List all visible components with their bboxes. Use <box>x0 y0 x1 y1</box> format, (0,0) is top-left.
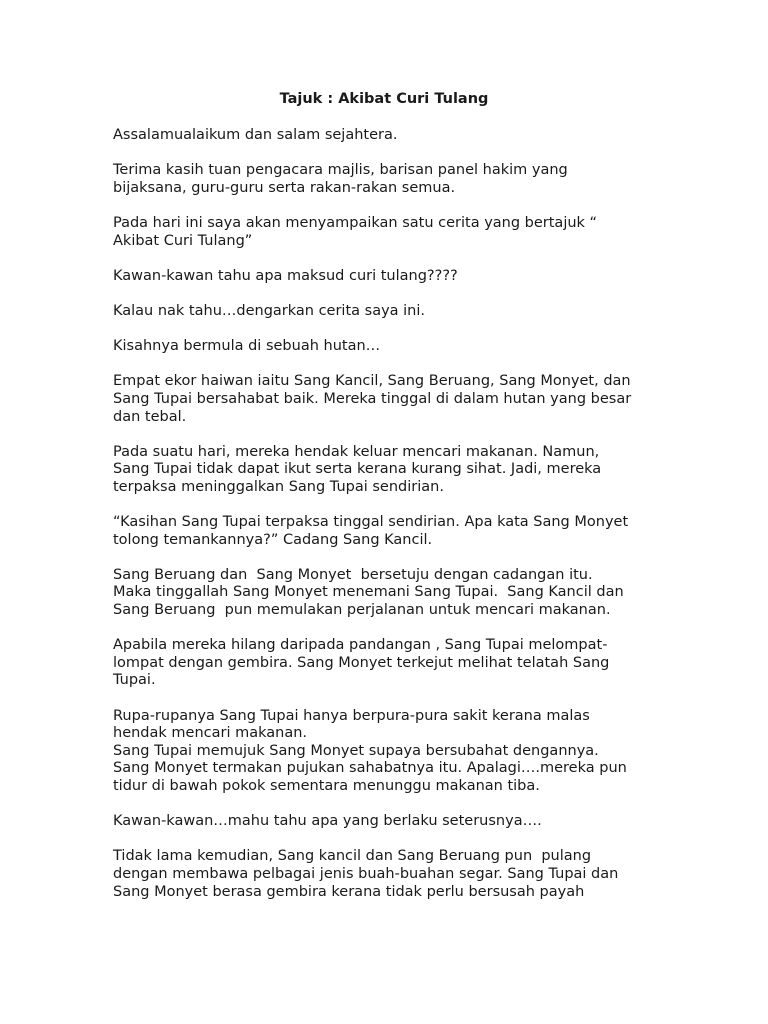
paragraph <box>113 514 673 549</box>
paragraph <box>113 637 673 690</box>
paragraph-line: Kawan-kawan…mahu tahu apa yang berlaku seterusnya…. <box>113 813 542 830</box>
paragraph-line: “Kasihan Sang Tupai terpaksa tinggal sendirian. Apa kata Sang Monyet <box>113 514 629 531</box>
paragraph-line: Empat ekor haiwan iaitu Sang Kancil, Sang Beruang, Sang Monyet, dan <box>113 373 631 390</box>
paragraph <box>113 162 673 197</box>
paragraph <box>113 373 673 426</box>
paragraph-line: Tidak lama kemudian, Sang kancil dan Sang Beruang pun pulang <box>113 848 592 865</box>
paragraph-line: Sang Monyet termakan pujukan sahabatnya itu. Apalagi….mereka pun <box>113 760 627 777</box>
paragraph <box>113 813 673 831</box>
paragraph-line: dengan membawa pelbagai jenis buah-buahan segar. Sang Tupai dan <box>113 865 619 882</box>
paragraph-line: Apabila mereka hilang daripada pandangan , Sang Tupai melompat- <box>113 637 608 654</box>
paragraph-line: Sang Monyet berasa gembira kerana tidak perlu bersusah payah <box>113 883 585 900</box>
paragraph-line: Sang Beruang pun memulakan perjalanan untuk mencari makanan. <box>113 602 611 619</box>
paragraph-line: terpaksa meninggalkan Sang Tupai sendirian. <box>113 478 444 495</box>
paragraph-line: Sang Tupai tidak dapat ikut serta kerana kurang sihat. Jadi, mereka <box>113 461 602 478</box>
paragraph <box>113 268 673 286</box>
paragraph-line: lompat dengan gembira. Sang Monyet terkejut melihat telatah Sang <box>113 654 610 671</box>
paragraph <box>113 708 673 796</box>
paragraph-line: Akibat Curi Tulang” <box>113 232 253 249</box>
paragraph-line: Sang Tupai bersahabat baik. Mereka tinggal di dalam hutan yang besar <box>113 390 632 407</box>
document-body <box>113 127 673 919</box>
paragraph <box>113 848 673 901</box>
paragraph-line: Kisahnya bermula di sebuah hutan… <box>113 338 381 355</box>
paragraph-line: Assalamualaikum dan salam sejahtera. <box>113 127 398 143</box>
paragraph-line: Sang Tupai memujuk Sang Monyet supaya bersubahat dengannya. <box>113 742 599 759</box>
paragraph <box>113 444 673 497</box>
paragraph-line: Maka tinggallah Sang Monyet menemani Sang Tupai. Sang Kancil dan <box>113 584 624 601</box>
paragraph-line: Terima kasih tuan pengacara majlis, barisan panel hakim yang <box>113 162 568 179</box>
paragraph-line: hendak mencari makanan. <box>113 725 308 742</box>
paragraph-line: Tupai. <box>113 672 156 689</box>
paragraph <box>113 303 673 321</box>
document-title: Tajuk : Akibat Curi Tulang <box>279 91 489 107</box>
paragraph-line: Pada suatu hari, mereka hendak keluar mencari makanan. Namun, <box>113 443 600 460</box>
paragraph <box>113 215 673 250</box>
paragraph-line: bijaksana, guru-guru serta rakan-rakan semua. <box>113 179 456 196</box>
paragraph-line: tolong temankannya?” Cadang Sang Kancil. <box>113 531 433 548</box>
paragraph <box>113 127 673 145</box>
paragraph-line: Pada hari ini saya akan menyampaikan satu cerita yang bertajuk “ <box>113 214 598 231</box>
paragraph-line: dan tebal. <box>113 408 187 425</box>
paragraph-line: tidur di bawah pokok sementara menunggu makanan tiba. <box>113 777 540 794</box>
paragraph-line: Rupa-rupanya Sang Tupai hanya berpura-pura sakit kerana malas <box>113 707 590 724</box>
paragraph-line: Kalau nak tahu…dengarkan cerita saya ini. <box>113 302 426 319</box>
paragraph-line: Sang Beruang dan Sang Monyet bersetuju dengan cadangan itu. <box>113 566 593 583</box>
paragraph <box>113 567 673 620</box>
paragraph-line: Kawan-kawan tahu apa maksud curi tulang???? <box>113 267 458 284</box>
paragraph <box>113 338 673 356</box>
